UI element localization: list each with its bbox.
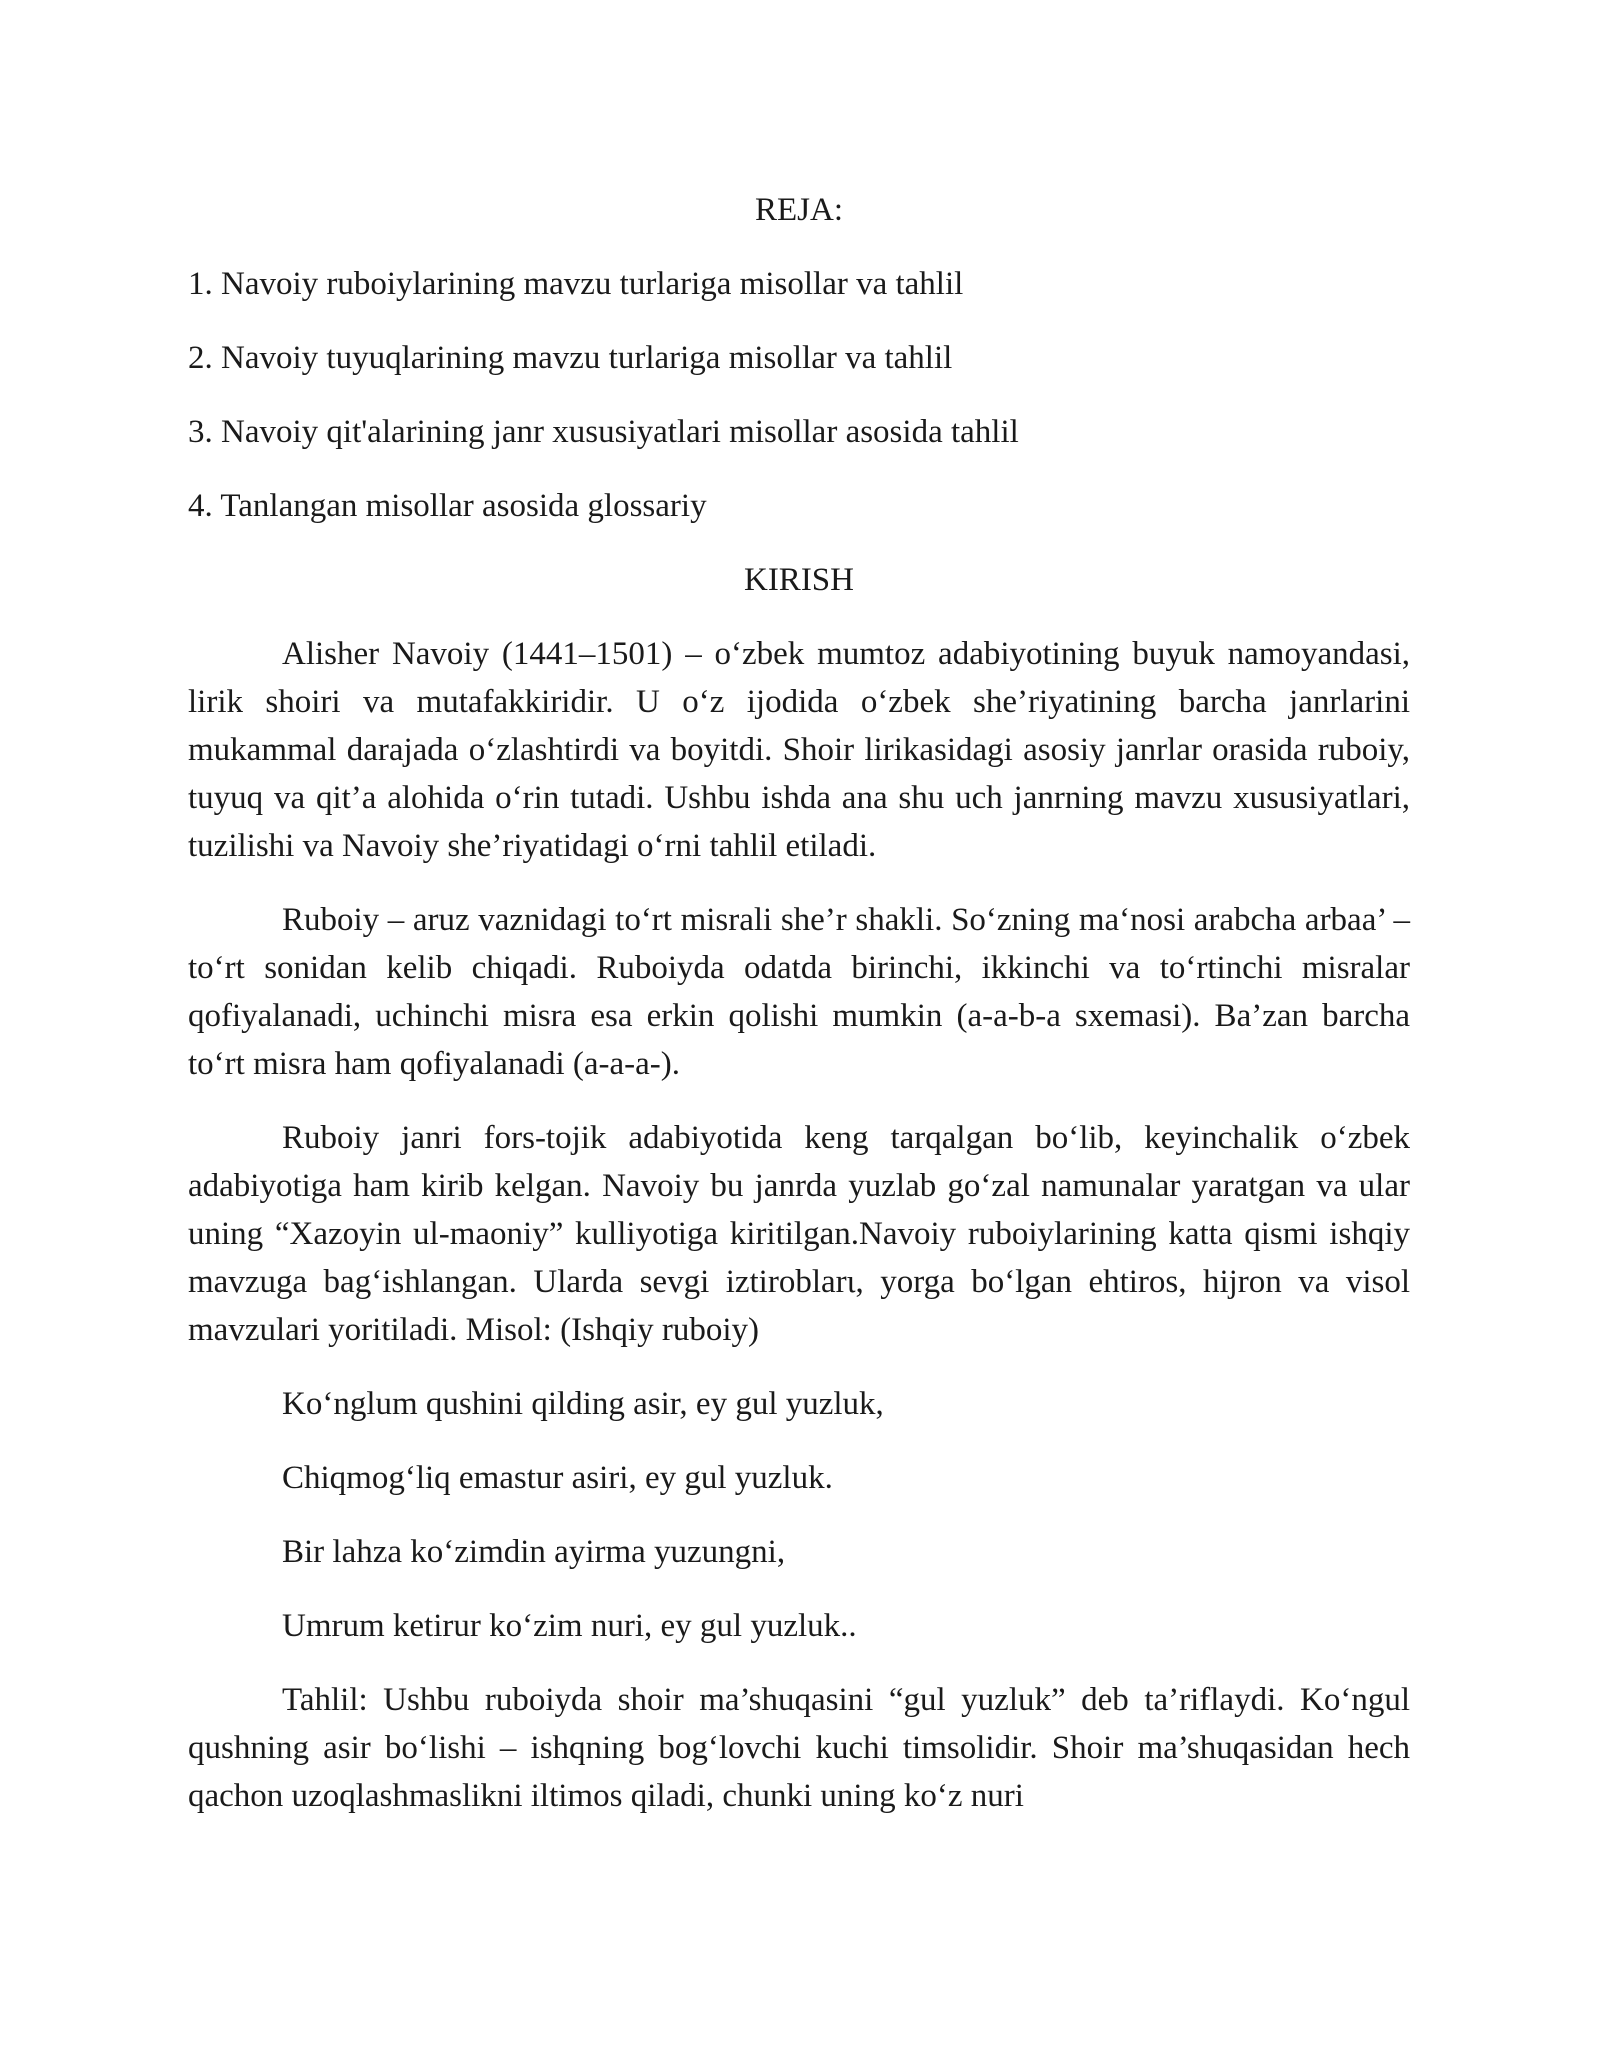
verse-line-3: Bir lahza ko‘zimdin ayirma yuzungni, xyxy=(282,1534,786,1570)
plan-heading: REJA: xyxy=(754,192,843,228)
verse-line-4: Umrum ketirur ko‘zim nuri, ey gul yuzluk.. xyxy=(282,1608,857,1644)
plan-item-4: 4. Tanlangan misollar asosida glossariy xyxy=(188,488,707,524)
intro-paragraph-1: Alisher Navoiy (1441–1501) – o‘zbek mumtoz adabiyotining buyuk namoyandasi, lirik shoiri va mutafakkiridir. U o‘z ijodida o‘zbek she’riyatining barcha janrlarini mukammal darajada o‘zlashtirdi va boyitdi. Shoir lirikasidagi asosiy janrlar orasida ruboiy, tuyuq va qit’a alohida o‘rin tutadi. Ushbu ishda ana shu uch janrning mavzu xususiyatlari, tuzilishi va Navoiy she’riyatidagi o‘rni tahlil etiladi. xyxy=(188,636,1410,864)
plan-item-2: 2. Navoiy tuyuqlarining mavzu turlariga misollar va tahlil xyxy=(188,340,953,376)
verse-line-1: Ko‘nglum qushini qilding asir, ey gul yuzluk, xyxy=(282,1386,884,1422)
document-page xyxy=(188,186,1410,1846)
analysis-paragraph: Tahlil: Ushbu ruboiyda shoir ma’shuqasini “gul yuzluk” deb ta’riflaydi. Ko‘ngul qushning asir bo‘lishi – ishqning bog‘lovchi kuchi timsolidir. Shoir ma’shuqasidan hech qachon uzoqlashmaslikni iltimos qiladi, chunki uning ko‘z nuri xyxy=(188,1682,1410,1814)
verse-line-2: Chiqmog‘liq emastur asiri, ey gul yuzluk. xyxy=(282,1460,833,1496)
plan-item-1: 1. Navoiy ruboiylarining mavzu turlariga misollar va tahlil xyxy=(188,266,964,302)
intro-paragraph-2: Ruboiy – aruz vaznidagi to‘rt misrali she’r shakli. So‘zning ma‘nosi arabcha arbaa’ – to‘rt sonidan kelib chiqadi. Ruboiyda odatda birinchi, ikkinchi va to‘rtinchi misralar qofiyalanadi, uchinchi misra esa erkin qolishi mumkin (a-a-b-a sxemasi). Ba’zan barcha to‘rt misra ham qofiyalanadi (a-a-a-). xyxy=(188,902,1410,1082)
plan-item-3: 3. Navoiy qit'alarining janr xususiyatlari misollar asosida tahlil xyxy=(188,414,1019,450)
intro-heading: KIRISH xyxy=(743,562,854,598)
intro-paragraph-3: Ruboiy janri fors-tojik adabiyotida keng tarqalgan bo‘lib, keyinchalik o‘zbek adabiyotiga ham kirib kelgan. Navoiy bu janrda yuzlab go‘zal namunalar yaratgan va ular uning “Xazoyin ul-maoniy” kulliyotiga kiritilgan.Navoiy ruboiylarining katta qismi ishqiy mavzuga bag‘ishlangan. Ularda sevgi iztiroblarι, yorga bo‘lgan ehtiros, hijron va visol mavzulari yoritiladi. Misol: (Ishqiy ruboiy) xyxy=(188,1120,1410,1348)
